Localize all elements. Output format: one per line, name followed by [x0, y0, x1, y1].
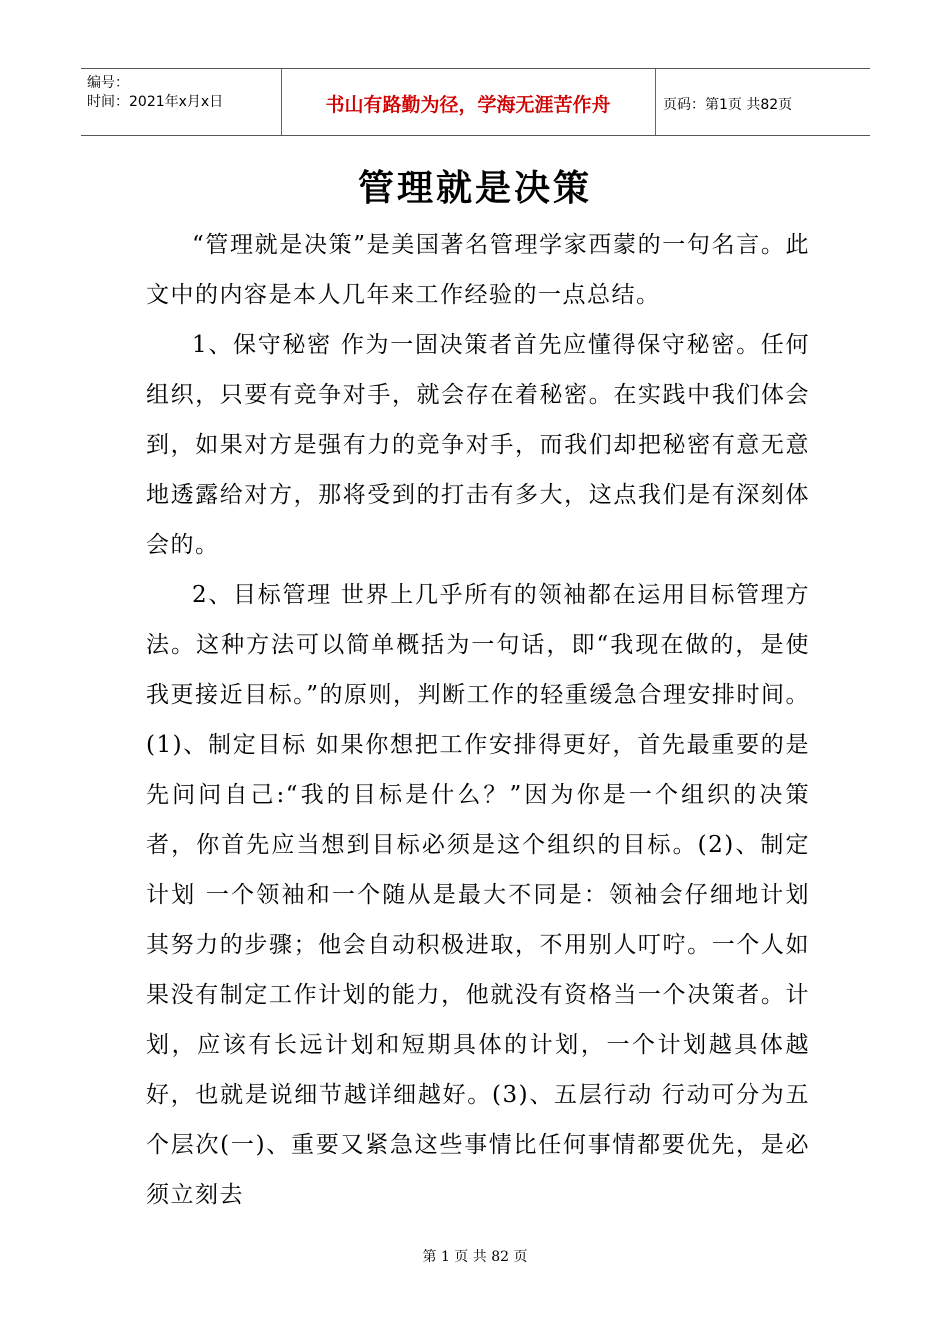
- header-motto: 书山有路勤为径，学海无涯苦作舟: [325, 94, 611, 116]
- document-number-label: 编号：: [87, 75, 129, 91]
- page-footer: 第 1 页 共 82 页: [422, 1249, 528, 1265]
- paragraph-goal-management: 2、目标管理 世界上几乎所有的领袖都在运用目标管理方法。这种方法可以简单概括为一句话，即“我现在做的，是使我更接近目标。”的原则，判断工作的轻重缓急合理安排时间。(1)、制定目标 如果你想把工作安排得更好，首先最重要的是先问问自己:“我的目标是什么？”因为你是一个组织的决策者，你首先应当想到目标必须是这个组织的目标。(2)、制定计划 一个领袖和一个随从是最大不同是：领袖会仔细地计划其努力的步骤；他会自动积极进取，不用别人叮咛。一个人如果没有制定工作计划的能力，他就没有资格当一个决策者。计划，应该有长远计划和短期具体的计划，一个计划越具体越好，也就是说细节越详细越好。(3)、五层行动 行动可分为五个层次(一)、重要又紧急这些事情比任何事情都要优先，是必须立刻去: [146, 582, 810, 1208]
- document-body: [146, 220, 810, 1220]
- header-page-info: 页码：第1页 共82页: [663, 97, 793, 113]
- page-header: [81, 68, 870, 136]
- paragraph-intro: “管理就是决策”是美国著名管理学家西蒙的一句名言。此文中的内容是本人几年来工作经验的一点总结。: [146, 232, 810, 308]
- document-time-label: 时间：2021年x月x日: [87, 94, 224, 110]
- header-page-cell: [655, 69, 870, 135]
- paragraph-confidentiality: 1、保守秘密 作为一固决策者首先应懂得保守秘密。任何组织，只要有竞争对手，就会存在着秘密。在实践中我们体会到，如果对方是强有力的竞争对手，而我们却把秘密有意无意地透露给对方，那将受到的打击有多大，这点我们是有深刻体会的。: [146, 332, 810, 558]
- header-meta-cell: [81, 69, 282, 135]
- header-motto-cell: [281, 69, 656, 135]
- document-title: 管理就是决策: [357, 167, 592, 209]
